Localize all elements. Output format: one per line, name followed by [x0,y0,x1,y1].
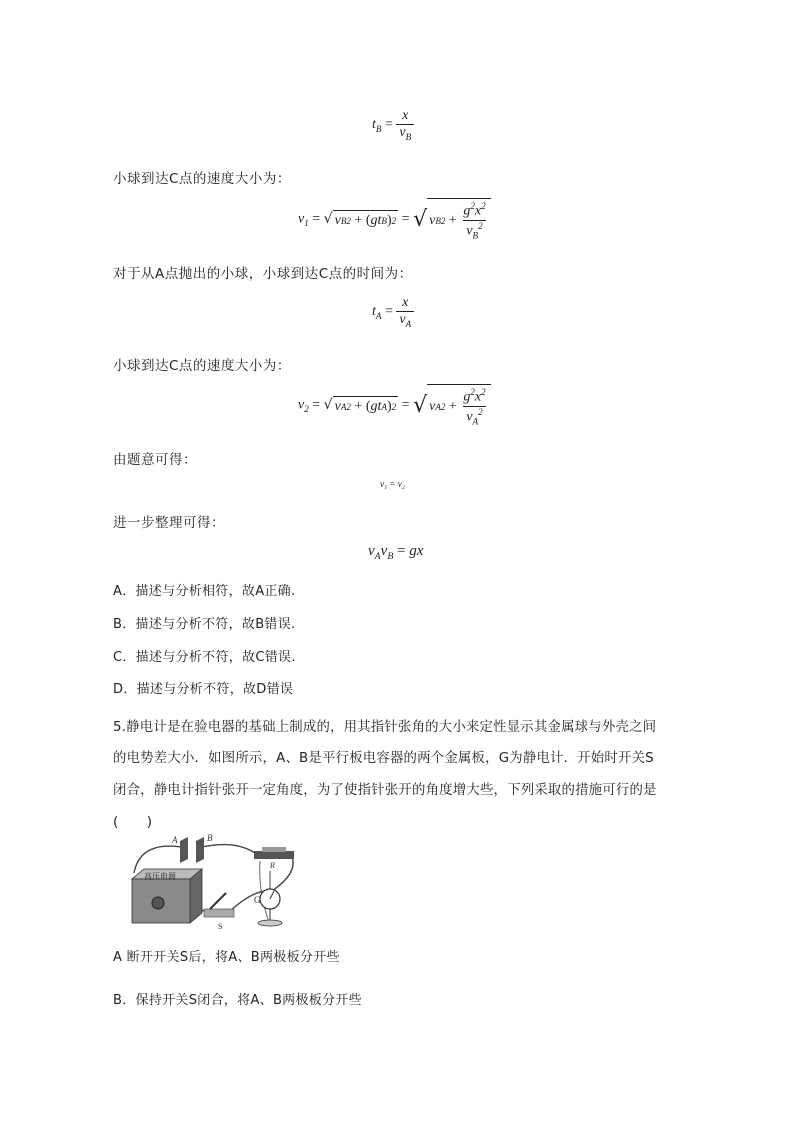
paragraph-text: 小球到达C点的速度大小为： [113,171,291,187]
label-S: S [218,922,223,931]
option-D-prev: D．描述与分析不符，故D错误 [113,682,294,697]
label-B: B [207,833,213,843]
paragraph-text: 进一步整理可得： [113,515,225,531]
question-5-line4: ( ) [113,814,153,830]
equation-final: $v_Av_B$ = gx [368,543,424,562]
paragraph-text: 对于从A点抛出的小球，小球到达C点的时间为： [113,266,413,282]
option-A-q5: A 断开开关S后，将A、B两极板分开些 [113,950,340,965]
question-5-line2: 的电势差大小．如图所示，A、B是平行板电容器的两个金属板，G为静电计．开始时开关S [113,751,654,766]
option-B-q5: B．保持开关S闭合，将A、B两极板分开些 [113,993,362,1008]
option-C-prev: C．描述与分析不符，故C错误. [113,650,296,665]
label-A: A [172,835,178,845]
equation-v1-equals-v2: v₁ = v₂ [380,479,405,489]
paragraph-text: 小球到达C点的速度大小为： [113,358,291,374]
paragraph-text: 由题意可得： [113,452,197,468]
equation-v1: $v_1$ = √ v B 2 + ( gt B ) 2 = √ v B 2 + $\frac{g^2x^2}{v_B^2}$ [298,198,491,240]
option-A-prev: A．描述与分析相符，故A正确. [113,584,296,599]
label-G: G [254,895,261,905]
circuit-figure [120,833,302,933]
equation-v2: $v_2$ = √ v A 2 + ( gt A ) 2 = √ v A 2 + $\frac{g^2x^2}{v_A^2}$ [298,384,491,426]
equation-tB: $t_B$ = $\frac{x}{v_B}$ [372,108,414,142]
option-B-prev: B．描述与分析不符，故B错误. [113,617,296,632]
power-supply-label: 高压电源 [144,872,176,881]
equation-tA: $t_A$ = $\frac{x}{v_A}$ [372,295,414,329]
question-5-line1: 5.静电计是在验电器的基础上制成的，用其指针张角的大小来定性显示其金属球与外壳之间 [113,720,657,735]
label-R: R [270,861,275,870]
question-5-line3: 闭合，静电计指针张开一定角度，为了使指针张开的角度增大些，下列采取的措施可行的是 [113,783,657,798]
